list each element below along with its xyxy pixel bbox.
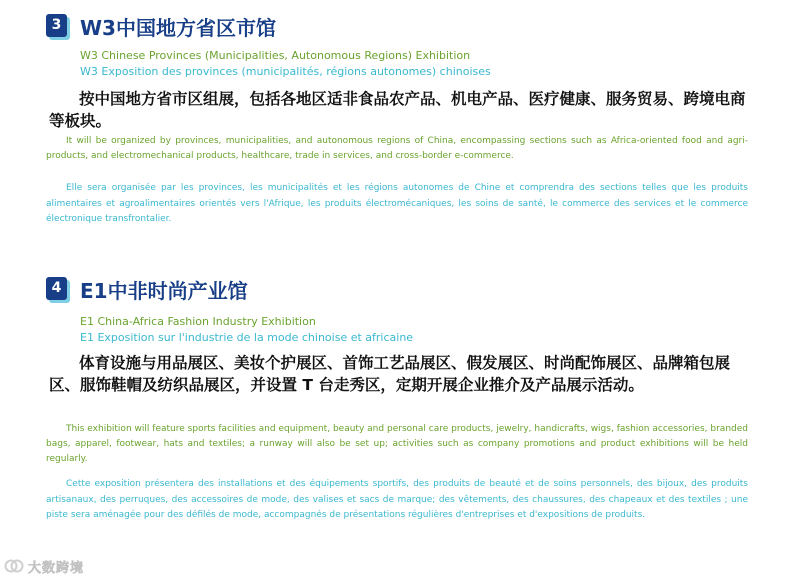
- subtitle-french: E1 Exposition sur l'industrie de la mode chinoise et africaine: [80, 331, 414, 344]
- body-chinese: 体育设施与用品展区、美妆个护展区、首饰工艺品展区、假发展区、时尚配饰展区、品牌箱包展区、服饰鞋帽及纺织品展区，并设置 T 台走秀区，定期开展企业推介及产品展示活动。: [49, 354, 731, 394]
- watermark: [4, 556, 84, 576]
- badge-number: 3: [46, 14, 67, 37]
- watermark-text: 大数跨境: [28, 560, 85, 576]
- badge-number: 4: [46, 277, 67, 300]
- subtitle-french: W3 Exposition des provinces (municipalités, régions autonomes) chinoises: [80, 65, 491, 78]
- subtitle-english: W3 Chinese Provinces (Municipalities, Autonomous Regions) Exhibition: [80, 49, 471, 62]
- body-english: It will be organized by provinces, municipalities, and autonomous regions of China, encompassing sections such as Africa-oriented food and agri-products, and electromechanical products, healthcare, trade in services, and cross-border e-commerce.: [46, 136, 748, 161]
- section-title: W3中国地方省区市馆: [80, 16, 276, 40]
- section-title: E1中非时尚产业馆: [80, 279, 248, 303]
- body-french: Elle sera organisée par les provinces, les municipalités et les régions autonomes de Chine et comprendra des sections telles que les produits alimentaires et agroalimentaires orientés vers l'Afrique, les produits électromécaniques, les soins de santé, le commerce des services et le commerce électronique transfrontalier.: [46, 183, 748, 224]
- body-chinese: 按中国地方省市区组展，包括各地区适非食品农产品、机电产品、医疗健康、服务贸易、跨境电商等板块。: [49, 90, 746, 130]
- section-number-badge: [46, 14, 70, 40]
- body-french: Cette exposition présentera des installations et des équipements sportifs, des produits de beauté et de soins personnels, des bijoux, des produits artisanaux, des perruques, des accessoires de mode, des valises et sacs de marque; des vêtements, des chaussures, des chapeaux et des textiles ; une piste sera aménagée pour des défilés de mode, accompagnés de présentations régulières d'entreprises et d'expositions de produits.: [46, 479, 748, 520]
- logo-icon: [4, 558, 24, 574]
- section-number-badge: [46, 277, 70, 303]
- body-english: This exhibition will feature sports facilities and equipment, beauty and personal care products, jewelry, handicrafts, wigs, fashion accessories, branded bags, apparel, footwear, hats and textiles; a runway will also be set up; activities such as company promotions and product exhibitions will be held regularly.: [46, 424, 748, 464]
- subtitle-english: E1 China-Africa Fashion Industry Exhibition: [80, 315, 316, 328]
